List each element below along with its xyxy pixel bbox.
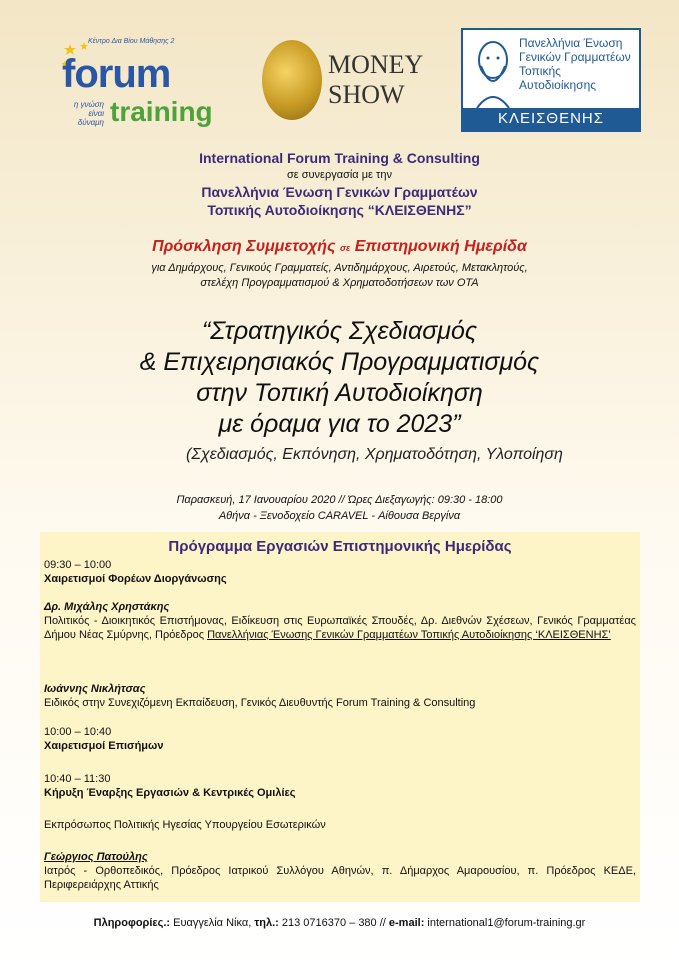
speaker-3-name: Γεώργιος Πατούλης [44, 851, 148, 863]
speaker-1-name: Δρ. Μιχάλης Χρηστάκης [44, 601, 170, 613]
kleisthenis-logo [461, 28, 641, 132]
event-subtitle: (Σχεδιασμός, Εκπόνηση, Χρηματοδότηση, Υλοποίηση [186, 446, 563, 463]
forum-training-word: training [110, 96, 213, 127]
speaker-2-name: Ιωάννης Νικλήτσας [44, 683, 146, 695]
kleisthenis-name: ΚΛΕΙΣΘΕΝΗΣ [463, 108, 639, 130]
bust-icon [471, 36, 515, 108]
info-name: Ευαγγελία Νίκα, [170, 917, 255, 929]
organizer: International Forum Training & Consulting [199, 150, 480, 166]
tel-value: 213 0716370 – 380 // [278, 917, 389, 929]
agenda-item-1: Χαιρετισμοί Φορέων Διοργάνωσης [44, 573, 227, 585]
time-slot-2: 10:00 – 10:40 [44, 726, 112, 738]
kleisthenis-text [519, 36, 637, 92]
title-line4: με όραμα για το 2023” [218, 410, 461, 438]
money-show-logo [262, 32, 422, 132]
speaker-3-description: Ιατρός - Ορθοπεδικός, Πρόεδρος Ιατρικού Συλλόγου Αθηνών, π. Δήμαρχος Αμαρουσίου, π. Πρόεδρος ΚΕΔΕ, Περιφερειάρχης Αττικής [44, 865, 636, 891]
money-word: MONEY [328, 50, 424, 79]
speaker-2-description: Ειδικός στην Συνεχιζόμενη Εκπαίδευση, Γενικός Διευθυντής Forum Training & Consulting [44, 697, 476, 709]
agenda-item-2: Χαιρετισμοί Επισήμων [44, 740, 164, 752]
title-line3: στην Τοπική Αυτοδιοίκηση [196, 379, 483, 407]
event-title [0, 316, 679, 440]
forum-slogan [64, 100, 104, 127]
kleisthenis-line3: Τοπικής Αυτοδιοίκησης [519, 64, 597, 92]
kleisthenis-line2: Γενικών Γραμματέων [519, 50, 631, 64]
time-slot-3: 10:40 – 11:30 [44, 773, 111, 785]
event-place: Αθήνα - Ξενοδοχείο CARAVEL - Αίθουσα Βεργίνα [218, 510, 461, 522]
speaker-1-description [44, 614, 636, 642]
money-show-text [328, 50, 423, 110]
speaker-1-association: Πανελλήνιας Ένωσης Γενικών Γραμματέων Τοπικής Αυτοδιοίκησης ‘ΚΛΕΙΣΘΕΝΗΣ’ [207, 629, 611, 641]
forum-word: forum [62, 52, 171, 96]
partner-line2: Τοπικής Αυτοδιοίκησης “ΚΛΕΙΣΘΕΝΗΣ” [207, 202, 472, 218]
event-date: Παρασκευή, 17 Ιανουαρίου 2020 // Ώρες Διεξαγωγής: 09:30 - 18:00 [176, 494, 503, 506]
kleisthenis-line1: Πανελλήνια Ένωση [519, 36, 623, 50]
email-value[interactable]: international1@forum-training.gr [424, 917, 586, 929]
coin-icon [262, 40, 322, 120]
title-line1: “Στρατηγικός Σχεδιασμός [201, 317, 478, 345]
show-word: SHOW [328, 80, 405, 109]
title-line2: & Επιχειρησιακός Προγραμματισμός [139, 348, 540, 376]
audience-line2: στελέχη Προγραμματισμού & Χρηματοδοτήσεων των ΟΤΑ [200, 277, 479, 289]
cooperation-text: σε συνεργασία με την [287, 169, 392, 181]
contact-footer [0, 917, 679, 929]
partner-line1: Πανελλήνια Ένωση Γενικών Γραμματέων [201, 184, 478, 200]
info-label: Πληροφορίες.: [93, 917, 171, 929]
ministry-representative: Εκπρόσωπος Πολιτικής Ηγεσίας Υπουργείου Εσωτερικών [44, 819, 326, 831]
tel-label: τηλ.: [254, 917, 279, 929]
invitation-connector: σε [339, 243, 351, 253]
email-label: e-mail: [388, 917, 425, 929]
forum-tagline: Κέντρο Δια Βίου Μάθησης 2 [88, 38, 175, 45]
logo-bar [0, 24, 679, 134]
invitation-part1: Πρόσκληση Συμμετοχής [152, 238, 336, 255]
program-box [40, 532, 640, 902]
forum-training-logo [60, 36, 220, 132]
time-slot-1: 09:30 – 10:00 [44, 559, 112, 571]
agenda-item-3: Κήρυξη Έναρξης Εργασιών & Κεντρικές Ομιλίες [44, 787, 296, 799]
forum-slogan-line2: είναι δύναμη [77, 109, 104, 127]
invitation-heading [0, 238, 679, 256]
forum-slogan-line1: η γνώση [73, 100, 104, 109]
audience-line1: για Δημάρχους, Γενικούς Γραμματείς, Αντιδημάρχους, Αιρετούς, Μετακλητούς, [151, 262, 528, 274]
speaker-1-desc-text: Πολιτικός - Διοικητικός Επιστήμονας, Ειδίκευση στις Ευρωπαϊκές Σπουδές, Δρ. Διεθνών Σχέσεων, Γενικός Γραμματέας Δήμου Νέας Σμύρνης, Πρόεδρος [44, 615, 636, 641]
invitation-part2: Επιστημονική Ημερίδα [354, 238, 527, 255]
program-title: Πρόγραμμα Εργασιών Επιστημονικής Ημερίδας [168, 538, 512, 555]
